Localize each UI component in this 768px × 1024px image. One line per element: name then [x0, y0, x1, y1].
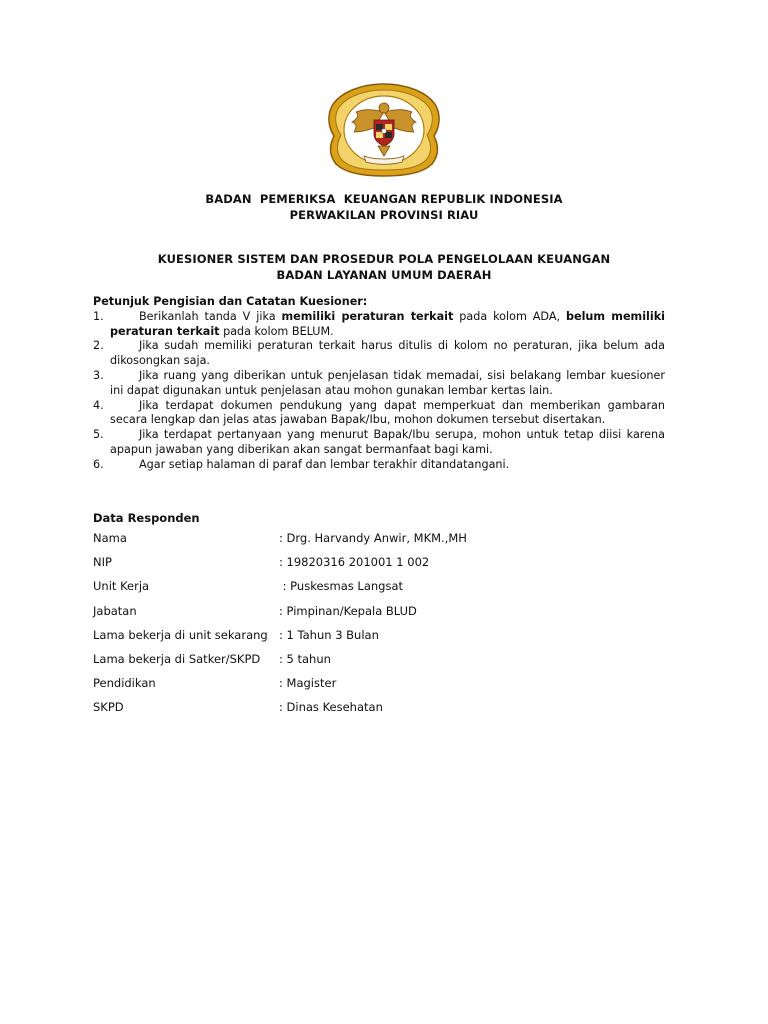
field-value: : 5 tahun: [279, 651, 331, 666]
field-label: SKPD: [93, 700, 124, 715]
respondent-row-tenure-skpd: [93, 651, 593, 675]
respondent-row-skpd: [93, 699, 593, 723]
field-value: : 19820316 201001 1 002: [279, 555, 430, 570]
document-title: [0, 251, 768, 283]
document-title-line2: BADAN LAYANAN UMUM DAERAH: [276, 268, 492, 282]
instructions-title: Petunjuk Pengisian dan Catatan Kuesioner:: [93, 295, 368, 308]
instruction-text-part: pada kolom ADA,: [453, 309, 566, 323]
instruction-number: 6.: [93, 457, 104, 471]
respondent-row-name: [93, 530, 593, 554]
field-label: Unit Kerja: [93, 579, 150, 594]
field-value: : Pimpinan/Kepala BLUD: [279, 603, 417, 618]
garuda-emblem-icon: [326, 82, 442, 178]
instruction-text-part: pada kolom BELUM.: [219, 324, 334, 338]
organization-branch: PERWAKILAN PROVINSI RIAU: [289, 208, 479, 222]
respondent-section: [93, 510, 593, 724]
respondent-row-education: [93, 675, 593, 699]
field-label: NIP: [93, 555, 112, 570]
instruction-item: [93, 428, 665, 458]
organization-header: [0, 191, 768, 223]
document-title-line1: KUESIONER SISTEM DAN PROSEDUR POLA PENGELOLAAN KEUANGAN: [157, 252, 611, 266]
instruction-number: 3.: [93, 368, 104, 382]
respondent-row-nip: [93, 554, 593, 578]
instructions-section: [93, 295, 665, 473]
instruction-number: 5.: [93, 428, 104, 442]
field-value: : 1 Tahun 3 Bulan: [279, 627, 379, 642]
instruction-text: Jika terdapat dokumen pendukung yang dapat memperkuat dan memberikan gambaran secara lengkap dan jelas atas jawaban Bapak/Ibu, mohon dokumen tersebut disertakan.: [110, 398, 665, 427]
field-label: Jabatan: [93, 603, 137, 618]
instruction-number: 2.: [93, 339, 104, 353]
instruction-text: Agar setiap halaman di paraf dan lembar terakhir ditandatangani.: [139, 457, 510, 471]
instruction-item: [93, 339, 665, 369]
instruction-text: Jika sudah memiliki peraturan terkait harus ditulis di kolom no peraturan, jika belum ada dikosongkan saja.: [110, 339, 665, 368]
instruction-text: Jika terdapat pertanyaan yang menurut Bapak/Ibu serupa, mohon untuk tetap diisi karena apapun jawaban yang diberikan akan sangat bermanfaat bagi kami.: [110, 428, 665, 456]
instruction-emphasis: belum memiliki peraturan terkait: [110, 309, 665, 338]
instruction-emphasis: memiliki peraturan terkait: [281, 309, 454, 323]
instruction-number: 4.: [93, 398, 104, 412]
respondent-title: Data Responden: [93, 511, 200, 525]
instruction-item: [93, 310, 665, 340]
field-value: : Magister: [279, 676, 337, 691]
field-label: Lama bekerja di Satker/SKPD: [93, 651, 261, 666]
field-label: Nama: [93, 531, 127, 545]
field-label: Pendidikan: [93, 676, 156, 691]
instruction-number: 1.: [93, 309, 104, 323]
instruction-item: [93, 458, 665, 473]
instruction-text: [110, 310, 665, 340]
respondent-row-position: [93, 603, 593, 627]
organization-name: BADAN PEMERIKSA KEUANGAN REPUBLIK INDONESIA: [205, 192, 563, 206]
field-value: : Puskesmas Langsat: [279, 579, 404, 594]
field-value: : Dinas Kesehatan: [279, 700, 383, 715]
respondent-row-unit: [93, 578, 593, 602]
instruction-text: Jika ruang yang diberikan untuk penjelasan tidak memadai, sisi belakang lembar kuesioner ini dapat digunakan untuk penjelasan atau mohon gunakan lembar kertas lain.: [110, 368, 665, 397]
instruction-item: [93, 369, 665, 399]
field-value: : Drg. Harvandy Anwir, MKM.,MH: [279, 531, 467, 545]
field-label: Lama bekerja di unit sekarang: [93, 627, 268, 642]
instruction-item: [93, 399, 665, 429]
respondent-row-tenure-unit: [93, 627, 593, 651]
instruction-text-part: Berikanlah tanda V jika: [139, 309, 282, 323]
